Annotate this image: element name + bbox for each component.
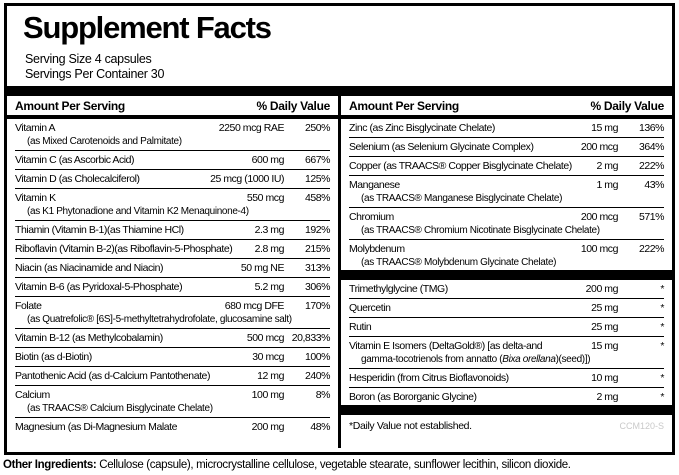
nutrient-dv: 458% <box>304 192 330 204</box>
nutrient-dv: * <box>660 283 664 295</box>
nutrient-amount: 200 mg <box>585 283 618 295</box>
left-column <box>7 86 338 448</box>
nutrient-row-hesperidin <box>349 369 664 388</box>
nutrient-row-selenium <box>349 138 664 157</box>
nutrient-dv: * <box>660 372 664 384</box>
nutrient-dv: 250% <box>304 122 330 134</box>
nutrient-amount: 1 mg <box>596 179 618 191</box>
product-code: CCM120-S <box>619 421 664 431</box>
nutrient-source: (as Quatrefolic® [6S]-5-methyltetrahydrofolate, glucosamine salt) <box>27 314 292 325</box>
nutrient-dv: * <box>660 321 664 333</box>
nutrient-name: Quercetin <box>349 302 391 314</box>
nutrient-row-biotin <box>15 348 330 367</box>
nutrient-amount: 5.2 mg <box>254 281 284 293</box>
nutrient-row-chromium <box>349 208 664 240</box>
nutrient-dv: * <box>660 302 664 314</box>
nutrient-name: Vitamin E Isomers (DeltaGold®) [as delta-and <box>349 340 543 352</box>
nutrient-row-calcium <box>15 386 330 418</box>
nutrient-row-vitamin-a <box>15 119 330 151</box>
nutrient-dv: 20,833% <box>291 332 330 344</box>
nutrient-name: Vitamin B-6 (as Pyridoxal-5-Phosphate) <box>15 281 183 293</box>
nutrient-row-zinc <box>349 119 664 138</box>
daily-value-header: % Daily Value <box>590 99 664 113</box>
nutrient-dv: 364% <box>638 141 664 153</box>
nutrient-amount: 200 mg <box>251 421 284 433</box>
nutrient-name: Thiamin (Vitamin B-1)(as Thiamine HCl) <box>15 224 184 236</box>
nutrient-name: Vitamin B-12 (as Methylcobalamin) <box>15 332 163 344</box>
nutrient-name: Riboflavin (Vitamin B-2)(as Riboflavin-5-Phosphate) <box>15 243 233 255</box>
nutrient-amount: 600 mg <box>251 154 284 166</box>
left-column-header <box>7 96 338 119</box>
nutrient-name: Calcium <box>15 389 50 401</box>
label-header <box>7 6 672 82</box>
nutrient-amount: 25 mcg (1000 IU) <box>210 173 284 185</box>
footnote-separator-bar <box>341 405 672 415</box>
serving-size: Serving Size 4 capsules <box>25 52 152 66</box>
nutrient-dv: 170% <box>304 300 330 312</box>
nutrient-source: gamma-tocotrienols from annatto (Bixa orellana)(seed)]) <box>361 354 591 365</box>
nutrient-row-magnesium <box>15 418 330 436</box>
botanical-name: Bixa orellana <box>502 354 556 365</box>
nutrient-row-folate <box>15 297 330 329</box>
nutrient-dv: 222% <box>638 160 664 172</box>
nutrient-dv: 215% <box>304 243 330 255</box>
nutrient-row-vitamin-k <box>15 189 330 221</box>
nutrient-dv: 100% <box>304 351 330 363</box>
nutrient-dv: 125% <box>304 173 330 185</box>
nutrient-amount: 25 mg <box>591 321 618 333</box>
nutrient-row-boron <box>349 388 664 406</box>
nutrient-name: Niacin (as Niacinamide and Niacin) <box>15 262 164 274</box>
nutrient-dv: 192% <box>304 224 330 236</box>
nutrient-row-riboflavin <box>15 240 330 259</box>
nutrient-amount: 15 mg <box>591 122 618 134</box>
other-ingredients-label: Other Ingredients: <box>3 459 97 471</box>
nutrient-name: Vitamin A <box>15 122 56 134</box>
nutrient-amount: 15 mg <box>591 340 618 352</box>
nutrient-dv: * <box>660 391 664 403</box>
nutrient-row-manganese <box>349 176 664 208</box>
nutrient-source: (as TRAACS® Molybdenum Glycinate Chelate) <box>361 257 557 268</box>
nutrient-amount: 2.3 mg <box>254 224 284 236</box>
nutrient-row-quercetin <box>349 299 664 318</box>
nutrient-row-vitamin-b12 <box>15 329 330 348</box>
other-ingredients-text: Cellulose (capsule), microcrystalline cellulose, vegetable stearate, sunflower lecithin, silicon dioxide. <box>96 459 571 471</box>
nutrient-amount: 200 mcg <box>580 211 618 223</box>
amount-per-serving-header: Amount Per Serving <box>349 99 459 113</box>
nutrient-name: Selenium (as Selenium Glycinate Complex) <box>349 141 534 153</box>
nutrient-dv: 48% <box>310 421 330 433</box>
nutrient-row-rutin <box>349 318 664 337</box>
nutrient-amount: 25 mg <box>591 302 618 314</box>
nutrient-amount: 2 mg <box>596 391 618 403</box>
nutrient-amount: 100 mg <box>251 389 284 401</box>
nutrient-name: Boron (as Bororganic Glycine) <box>349 391 477 403</box>
nutrient-name: Chromium <box>349 211 394 223</box>
nutrient-source: (as TRAACS® Chromium Nicotinate Bisglycinate Chelate) <box>361 225 600 236</box>
nutrient-dv: 306% <box>304 281 330 293</box>
facts-columns <box>7 86 672 448</box>
nutrient-amount: 550 mcg <box>246 192 284 204</box>
nutrient-dv: 240% <box>304 370 330 382</box>
nutrient-dv: 43% <box>644 179 664 191</box>
section-bar <box>7 86 338 96</box>
nutrient-row-niacin <box>15 259 330 278</box>
nutrient-row-vitamin-e-isomers <box>349 337 664 369</box>
right-column-header <box>341 96 672 119</box>
other-ingredients <box>3 458 676 472</box>
nutrient-dv: 8% <box>315 389 330 401</box>
nutrient-row-molybdenum <box>349 240 664 271</box>
nutrient-name: Molybdenum <box>349 243 405 255</box>
nutrient-amount: 2 mg <box>596 160 618 172</box>
nutrient-name: Biotin (as d-Biotin) <box>15 351 92 363</box>
nutrient-row-thiamin <box>15 221 330 240</box>
nutrient-dv: 571% <box>638 211 664 223</box>
nutrient-row-trimethylglycine <box>349 280 664 299</box>
nutrient-name: Vitamin C (as Ascorbic Acid) <box>15 154 135 166</box>
amount-per-serving-header: Amount Per Serving <box>15 99 125 113</box>
nutrient-amount: 2.8 mg <box>254 243 284 255</box>
nutrient-amount: 200 mcg <box>580 141 618 153</box>
nutrient-amount: 30 mcg <box>252 351 284 363</box>
nutrient-amount: 680 mcg DFE <box>224 300 284 312</box>
nutrient-name: Pantothenic Acid (as d-Calcium Pantothenate) <box>15 370 210 382</box>
nutrient-amount: 10 mg <box>591 372 618 384</box>
nutrient-source: (as TRAACS® Manganese Bisglycinate Chelate) <box>361 193 563 204</box>
nutrient-amount: 100 mcg <box>580 243 618 255</box>
nutrient-amount: 2250 mcg RAE <box>218 122 284 134</box>
nutrient-amount: 50 mg NE <box>240 262 284 274</box>
nutrient-source: (as Mixed Carotenoids and Palmitate) <box>27 136 182 147</box>
nutrient-row-copper <box>349 157 664 176</box>
nutrient-name: Rutin <box>349 321 372 333</box>
nutrient-dv: 667% <box>304 154 330 166</box>
nutrient-amount: 500 mcg <box>246 332 284 344</box>
nutrient-row-vitamin-c <box>15 151 330 170</box>
nutrient-row-pantothenic-acid <box>15 367 330 386</box>
nutrient-dv: * <box>660 340 664 352</box>
daily-value-header: % Daily Value <box>256 99 330 113</box>
facts-title: Supplement Facts <box>23 10 271 45</box>
nutrient-row-vitamin-d <box>15 170 330 189</box>
nutrient-amount: 12 mg <box>257 370 284 382</box>
nutrient-dv: 136% <box>638 122 664 134</box>
daily-value-footnote: *Daily Value not established. <box>349 420 472 432</box>
nutrient-name: Vitamin D (as Cholecalciferol) <box>15 173 140 185</box>
nutrient-row-vitamin-b6 <box>15 278 330 297</box>
nutrient-name: Magnesium (as Di-Magnesium Malate <box>15 421 177 433</box>
nutrient-name: Vitamin K <box>15 192 56 204</box>
nutrient-source: (as TRAACS® Calcium Bisglycinate Chelate) <box>27 403 213 414</box>
nutrient-name: Trimethylglycine (TMG) <box>349 283 448 295</box>
nutrient-dv: 313% <box>304 262 330 274</box>
section-separator-bar <box>341 270 672 280</box>
footnote-row <box>349 415 664 432</box>
nutrient-name: Copper (as TRAACS® Copper Bisglycinate Chelate) <box>349 160 572 172</box>
nutrient-name: Folate <box>15 300 42 312</box>
nutrient-source: (as K1 Phytonadione and Vitamin K2 Menaquinone-4) <box>27 206 249 217</box>
servings-per-container: Servings Per Container 30 <box>25 67 165 81</box>
nutrient-name: Manganese <box>349 179 400 191</box>
supplement-facts-label <box>4 3 675 455</box>
nutrient-name: Zinc (as Zinc Bisglycinate Chelate) <box>349 122 495 134</box>
right-column <box>341 86 672 448</box>
nutrient-dv: 222% <box>638 243 664 255</box>
section-bar <box>341 86 672 96</box>
nutrient-name: Hesperidin (from Citrus Bioflavonoids) <box>349 372 509 384</box>
